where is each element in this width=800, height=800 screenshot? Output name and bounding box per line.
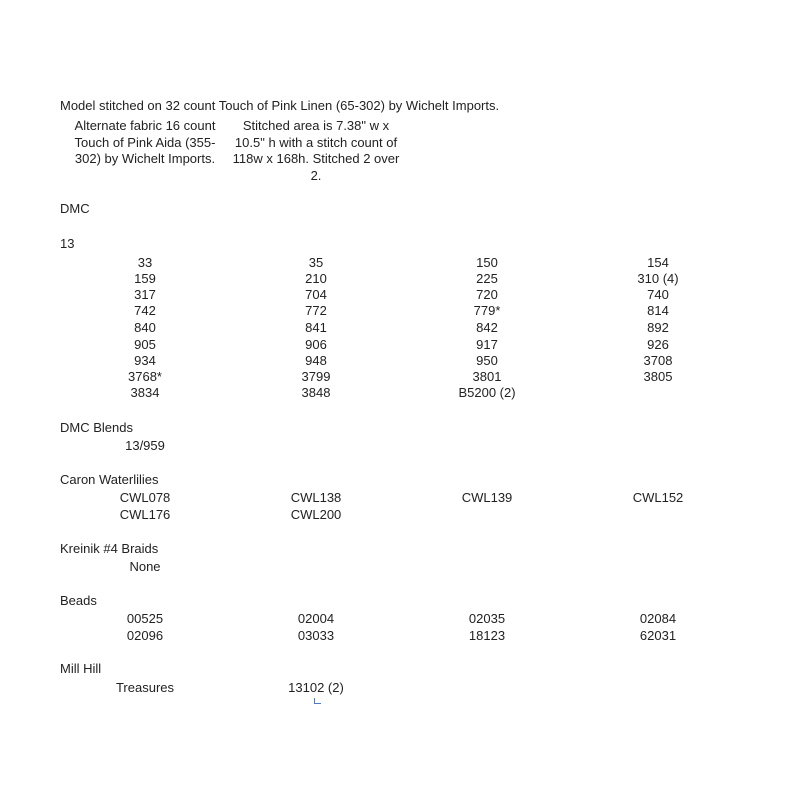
bead-cell: 00525 xyxy=(126,611,164,626)
dmc-cell: 150 xyxy=(476,255,498,270)
dmc-blend-item: 13/959 xyxy=(125,438,165,453)
mill-hill-item[interactable]: 13102 (2) xyxy=(288,680,344,695)
dmc-cell: 841 xyxy=(305,320,327,335)
dmc-cell: 225 xyxy=(476,271,498,286)
dmc-cell: 917 xyxy=(476,337,498,352)
intro-line: Model stitched on 32 count Touch of Pink Linen (65-302) by Wichelt Imports. xyxy=(60,98,500,113)
caron-cell: CWL139 xyxy=(461,490,513,505)
dmc-cell: 740 xyxy=(647,287,669,302)
dmc-heading: DMC xyxy=(60,201,90,216)
dmc-cell: 926 xyxy=(647,337,669,352)
bead-cell: 02096 xyxy=(126,628,164,643)
dmc-cell: 33 xyxy=(137,255,153,270)
bead-cell: 02084 xyxy=(639,611,677,626)
mill-hill-heading: Mill Hill xyxy=(60,661,102,676)
dmc-cell: 842 xyxy=(476,320,498,335)
dmc-cell: 210 xyxy=(305,271,327,286)
dmc-cell: 742 xyxy=(134,303,156,318)
text-cursor-marker xyxy=(314,698,321,704)
dmc-cell: 892 xyxy=(647,320,669,335)
caron-cell: CWL078 xyxy=(119,490,171,505)
dmc-cell: 720 xyxy=(476,287,498,302)
dmc-cell: 154 xyxy=(647,255,669,270)
dmc-cell: 159 xyxy=(134,271,156,286)
beads-heading: Beads xyxy=(60,593,97,608)
dmc-cell: 948 xyxy=(305,353,327,368)
dmc-cell: 3834 xyxy=(130,385,160,400)
dmc-cell: 906 xyxy=(305,337,327,352)
dmc-cell: 3708 xyxy=(643,353,673,368)
bead-cell: 02004 xyxy=(297,611,335,626)
dmc-cell: 934 xyxy=(134,353,156,368)
dmc-cell: 905 xyxy=(134,337,156,352)
dmc-cell: 814 xyxy=(647,303,669,318)
mill-hill-item: Treasures xyxy=(115,680,175,695)
caron-heading: Caron Waterlilies xyxy=(60,472,159,487)
caron-cell: CWL176 xyxy=(119,507,171,522)
dmc-cell: B5200 (2) xyxy=(458,385,516,400)
dmc-cell: 310 (4) xyxy=(637,271,679,286)
caron-cell: CWL152 xyxy=(632,490,684,505)
bead-cell: 03033 xyxy=(297,628,335,643)
dmc-cell: 317 xyxy=(134,287,156,302)
bead-cell: 02035 xyxy=(468,611,506,626)
bead-cell: 18123 xyxy=(468,628,506,643)
caron-cell: CWL138 xyxy=(290,490,342,505)
dmc-cell: 3799 xyxy=(301,369,331,384)
dmc-cell: 772 xyxy=(305,303,327,318)
dmc-cell: 35 xyxy=(308,255,324,270)
kreinik-heading: Kreinik #4 Braids xyxy=(60,541,159,556)
kreinik-item: None xyxy=(129,559,161,574)
dmc-cell: 779* xyxy=(473,303,501,318)
stitched-area-note: Stitched area is 7.38" w x 10.5" h with a stitch count of 118w x 168h. Stitched 2 over 2. xyxy=(232,118,400,183)
bead-cell: 62031 xyxy=(639,628,677,643)
dmc-cell: 3768* xyxy=(128,369,162,384)
dmc-cell: 3805 xyxy=(643,369,673,384)
alternate-fabric-note: Alternate fabric 16 count Touch of Pink Aida (355-302) by Wichelt Imports. xyxy=(74,118,216,166)
dmc-cell: 704 xyxy=(305,287,327,302)
dmc-first-item: 13 xyxy=(60,236,75,251)
caron-cell: CWL200 xyxy=(290,507,342,522)
dmc-cell: 3801 xyxy=(472,369,502,384)
dmc-cell: 950 xyxy=(476,353,498,368)
dmc-blends-heading: DMC Blends xyxy=(60,420,133,435)
dmc-cell: 3848 xyxy=(301,385,331,400)
dmc-cell: 840 xyxy=(134,320,156,335)
